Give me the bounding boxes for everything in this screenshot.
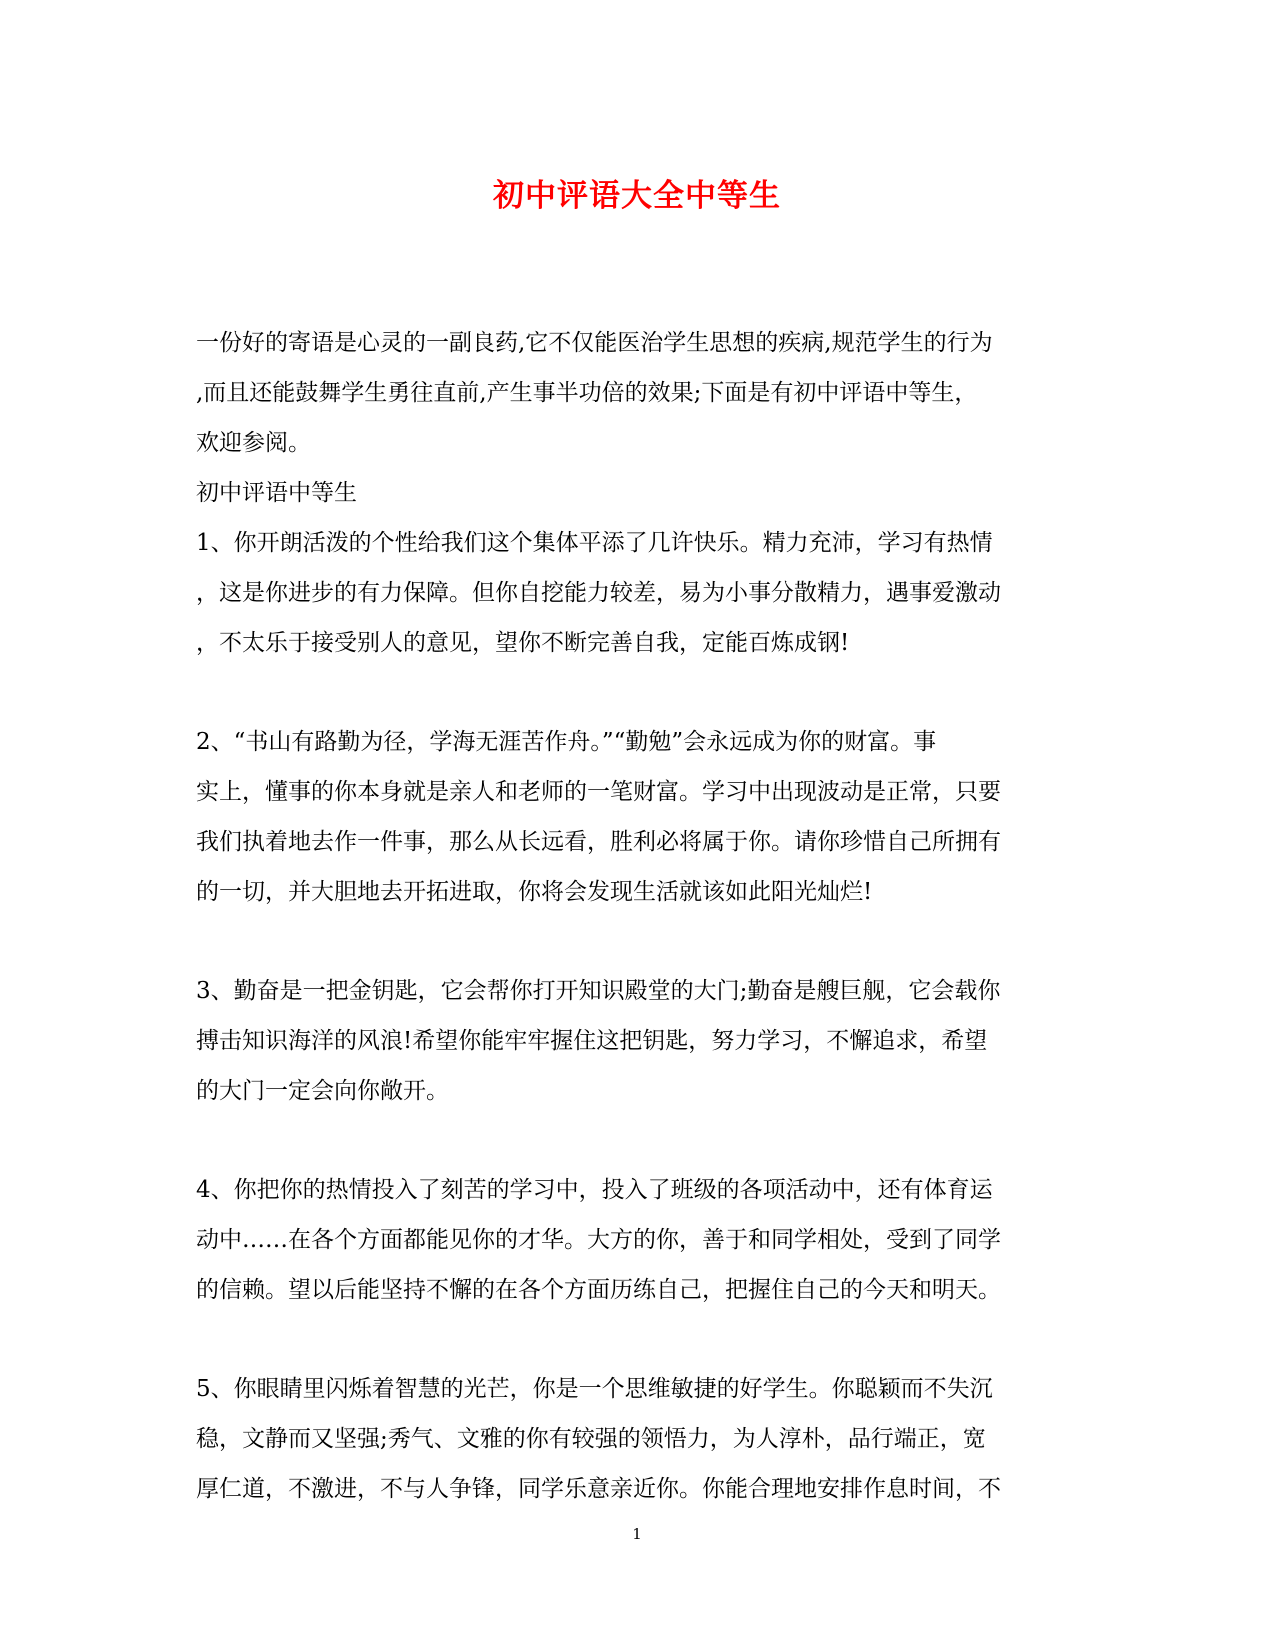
comment-line: 5、你眼睛里闪烁着智慧的光芒，你是一个思维敏捷的好学生。你聪颖而不失沉 xyxy=(196,1376,993,1402)
document-title: 初中评语大全中等生 xyxy=(493,178,781,214)
comment-item-2 xyxy=(196,717,1076,917)
intro-line: 一份好的寄语是心灵的一副良药,它不仅能医治学生思想的疾病,规范学生的行为 xyxy=(196,330,993,356)
comment-line: 厚仁道，不激进，不与人争锋，同学乐意亲近你。你能合理地安排作息时间，不 xyxy=(196,1476,1001,1502)
paragraph-spacer xyxy=(196,1116,1076,1165)
paragraph-spacer xyxy=(196,917,1076,966)
section-subheading: 初中评语中等生 xyxy=(196,480,357,506)
comment-line: 2、“书山有路勤为径，学海无涯苦作舟。”“勤勉”会永远成为你的财富。事 xyxy=(196,729,937,755)
document-body xyxy=(196,318,1076,1514)
comment-line: 1、你开朗活泼的个性给我们这个集体平添了几许快乐。精力充沛，学习有热情 xyxy=(196,530,993,556)
page-number: 1 xyxy=(632,1525,642,1543)
comment-line: ，不太乐于接受别人的意见，望你不断完善自我，定能百炼成钢! xyxy=(196,630,850,656)
comment-line: ，这是你进步的有力保障。但你自挖能力较差，易为小事分散精力，遇事爱激动 xyxy=(196,580,1001,606)
intro-line: ,而且还能鼓舞学生勇往直前,产生事半功倍的效果;下面是有初中评语中等生， xyxy=(196,380,978,406)
comment-line: 3、勤奋是一把金钥匙，它会帮你打开知识殿堂的大门;勤奋是艘巨舰，它会载你 xyxy=(196,978,1001,1004)
comment-item-3 xyxy=(196,966,1076,1116)
comment-line: 的一切，并大胆地去开拓进取，你将会发现生活就该如此阳光灿烂! xyxy=(196,879,873,905)
comment-line: 搏击知识海洋的风浪!希望你能牢牢握住这把钥匙，努力学习，不懈追求，希望 xyxy=(196,1028,988,1054)
comment-item-1 xyxy=(196,518,1076,668)
intro-line: 欢迎参阅。 xyxy=(196,430,311,456)
comment-item-5 xyxy=(196,1364,1076,1514)
comment-line: 稳，文静而又坚强;秀气、文雅的你有较强的领悟力，为人淳朴，品行端正，宽 xyxy=(196,1426,986,1452)
comment-line: 实上，懂事的你本身就是亲人和老师的一笔财富。学习中出现波动是正常，只要 xyxy=(196,779,1001,805)
comment-line: 4、你把你的热情投入了刻苦的学习中，投入了班级的各项活动中，还有体育运 xyxy=(196,1177,993,1203)
intro-paragraph xyxy=(196,318,1076,468)
paragraph-spacer xyxy=(196,668,1076,717)
comment-line: 动中……在各个方面都能见你的才华。大方的你，善于和同学相处，受到了同学 xyxy=(196,1227,1001,1253)
paragraph-spacer xyxy=(196,1315,1076,1364)
comment-item-4 xyxy=(196,1165,1076,1315)
comment-line: 的信赖。望以后能坚持不懈的在各个方面历练自己，把握住自己的今天和明天。 xyxy=(196,1277,1001,1303)
comment-line: 我们执着地去作一件事，那么从长远看，胜利必将属于你。请你珍惜自己所拥有 xyxy=(196,829,1001,855)
comment-line: 的大门一定会向你敞开。 xyxy=(196,1078,449,1104)
